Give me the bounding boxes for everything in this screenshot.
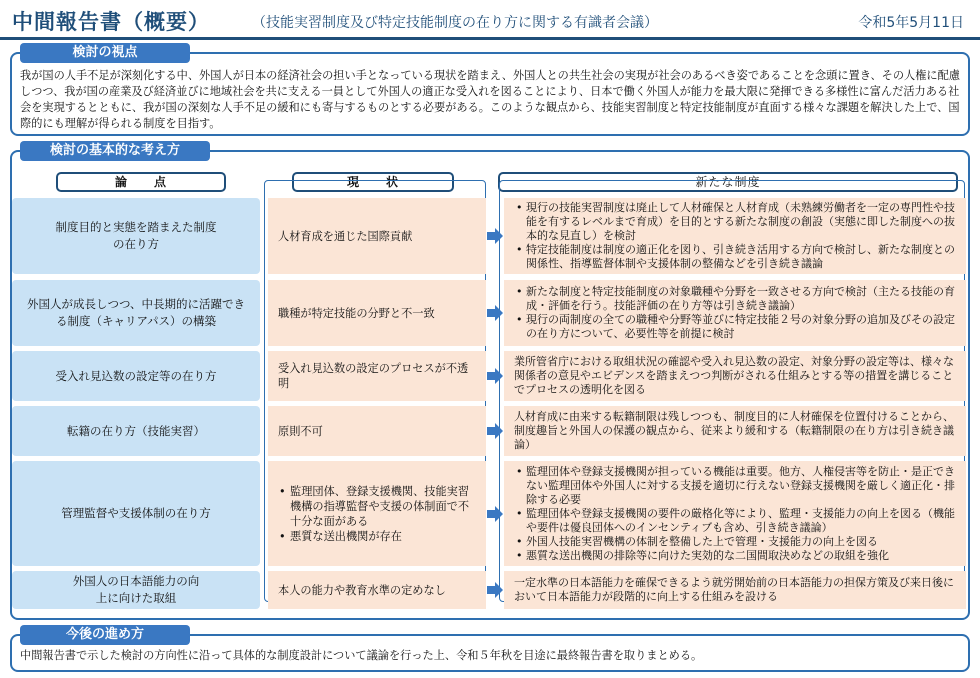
row-current-status <box>268 280 486 346</box>
current-status-text: 本人の能力や教育水準の定めなし <box>278 583 446 597</box>
current-status-item: • 監理団体、登録支援機関、技能実習機構の指導監督や支援の体制面で不十分な面がある <box>278 484 476 529</box>
basic-approach-row <box>12 280 966 346</box>
right-arrow-icon <box>486 505 504 523</box>
row-current-status <box>268 351 486 401</box>
viewpoint-panel <box>10 52 970 136</box>
column-header-status: 現 状 <box>292 172 454 192</box>
new-system-item: • 現行の技能実習制度は廃止して人材確保と人材育成（未熟練労働者を一定の専門性や技能を有するレベルまで育成）を目的とする新たな制度の創設（実態に即した制度への抜本的な見直し）を検討 <box>514 201 956 243</box>
row-point-label: 外国人が成長しつつ、中長期的に活躍できる制度（キャリアパス）の構築 <box>12 280 260 346</box>
new-system-item: • 悪質な送出機関の排除等に向けた実効的な二国間取決めなどの取組を強化 <box>514 549 956 563</box>
row-point-label: 外国人の日本語能力の向上に向けた取組 <box>12 571 260 609</box>
current-status-item: • 悪質な送出機関が存在 <box>278 529 476 544</box>
right-arrow-icon <box>486 367 504 385</box>
row-new-system <box>504 351 966 401</box>
row-current-status <box>268 406 486 456</box>
row-point-label: 制度目的と実態を踏まえた制度の在り方 <box>12 198 260 274</box>
new-system-text: 業所管省庁における取組状況の確認や受入れ見込数の設定、対象分野の設定等は、様々な関係者の意見やエビデンスを踏まえつつ判断がされる仕組みとする等の措置を講じることでプロセスの透明化を図る <box>514 355 954 396</box>
viewpoint-text: 我が国の人手不足が深刻化する中、外国人が日本の経済社会の担い手となっている現状を踏まえ、外国人との共生社会の実現が社会のあるべき姿であることを念頭に置き、その人権に配慮しつつ、我が国の産業及び経済並びに地域社会を共に支える一員として外国人の適正な受入れを図ることにより、日本で働く外国人が能力を最大限に発揮できる多様性に富んだ活力ある社会を実現するとともに、我が国の深刻な人手不足の緩和にも寄与するものとする必要がある。このような観点から、技能実習制度と特定技能制度が直面する様々な課題を解決した上で、国際的にも理解が得られる制度を目指す。 <box>20 69 960 130</box>
page-subtitle: （技能実習制度及び特定技能制度の在り方に関する有識者会議） <box>252 15 658 31</box>
new-system-list <box>514 201 956 271</box>
row-current-status <box>268 571 486 609</box>
basic-approach-row <box>12 198 966 274</box>
new-system-list <box>514 465 956 563</box>
row-point-label: 受入れ見込数の設定等の在り方 <box>12 351 260 401</box>
new-system-item: • 監理団体や登録支援機関が担っている機能は重要。他方、人権侵害等を防止・是正できない監理団体や外国人に対する支援を適切に行えない登録支援機関を厳しく適正化・排除する必要 <box>514 465 956 507</box>
viewpoint-tag: 検討の視点 <box>20 43 190 63</box>
row-new-system <box>504 198 966 274</box>
row-current-status <box>268 198 486 274</box>
new-system-item: • 外国人技能実習機構の体制を整備した上で管理・支援能力の向上を図る <box>514 535 956 549</box>
row-new-system <box>504 461 966 566</box>
right-arrow-icon <box>486 422 504 440</box>
basic-approach-row <box>12 571 966 609</box>
current-status-list <box>278 484 476 544</box>
basic-approach-row <box>12 351 966 401</box>
basic-approach-tag: 検討の基本的な考え方 <box>20 141 210 161</box>
new-system-item: • 特定技能制度は制度の適正化を図り、引き続き活用する方向で検討し、新たな制度との関係性、指導監督体制や支援体制の整備などを引き続き議論 <box>514 243 956 271</box>
next-steps-tag: 今後の進め方 <box>20 625 190 645</box>
new-system-text: 一定水準の日本語能力を確保できるよう就労開始前の日本語能力の担保方策及び来日後において日本語能力が段階的に向上する仕組みを設ける <box>514 576 954 603</box>
header-divider <box>0 37 980 40</box>
page-date: 令和5年5月11日 <box>858 15 964 31</box>
current-status-text: 人材育成を通じた国際貢献 <box>278 229 413 243</box>
row-current-status <box>268 461 486 566</box>
right-arrow-icon <box>486 304 504 322</box>
new-system-item: • 新たな制度と特定技能制度の対象職種や分野を一致させる方向で検討（主たる技能の育成・評価を行う。技能評価の在り方等は引き続き議論） <box>514 285 956 313</box>
new-system-text: 人材育成に由来する転籍制限は残しつつも、制度目的に人材確保を位置付けることから、制度趣旨と外国人の保護の観点から、従来より緩和する（転籍制限の在り方は引き続き議論） <box>514 410 954 451</box>
right-arrow-icon <box>486 227 504 245</box>
current-status-text: 原則不可 <box>278 424 323 438</box>
basic-approach-row <box>12 461 966 566</box>
current-status-text: 受入れ見込数の設定のプロセスが不透明 <box>278 362 469 390</box>
row-point-label: 管理監督や支援体制の在り方 <box>12 461 260 566</box>
row-new-system <box>504 406 966 456</box>
page-title: 中間報告書（概要） <box>12 10 210 34</box>
row-new-system <box>504 280 966 346</box>
page-header <box>0 0 980 40</box>
next-steps-text: 中間報告書で示した検討の方向性に沿って具体的な制度設計について議論を行った上、令和５年秋を目途に最終報告書を取りまとめる。 <box>20 649 703 662</box>
basic-approach-row <box>12 406 966 456</box>
column-header-points: 論 点 <box>56 172 226 192</box>
new-system-list <box>514 285 956 341</box>
column-header-new-system: 新たな制度 <box>498 172 958 192</box>
right-arrow-icon <box>486 581 504 599</box>
new-system-item: • 監理団体や登録支援機関の要件の厳格化等により、監理・支援能力の向上を図る（機能や要件は優良団体へのインセンティブも含め、引き続き議論） <box>514 507 956 535</box>
current-status-text: 職種が特定技能の分野と不一致 <box>278 306 435 320</box>
row-new-system <box>504 571 966 609</box>
row-point-label: 転籍の在り方（技能実習） <box>12 406 260 456</box>
new-system-item: • 現行の両制度の全ての職種や分野等並びに特定技能２号の対象分野の追加及びその設定の在り方について、必要性等を前提に検討 <box>514 313 956 341</box>
